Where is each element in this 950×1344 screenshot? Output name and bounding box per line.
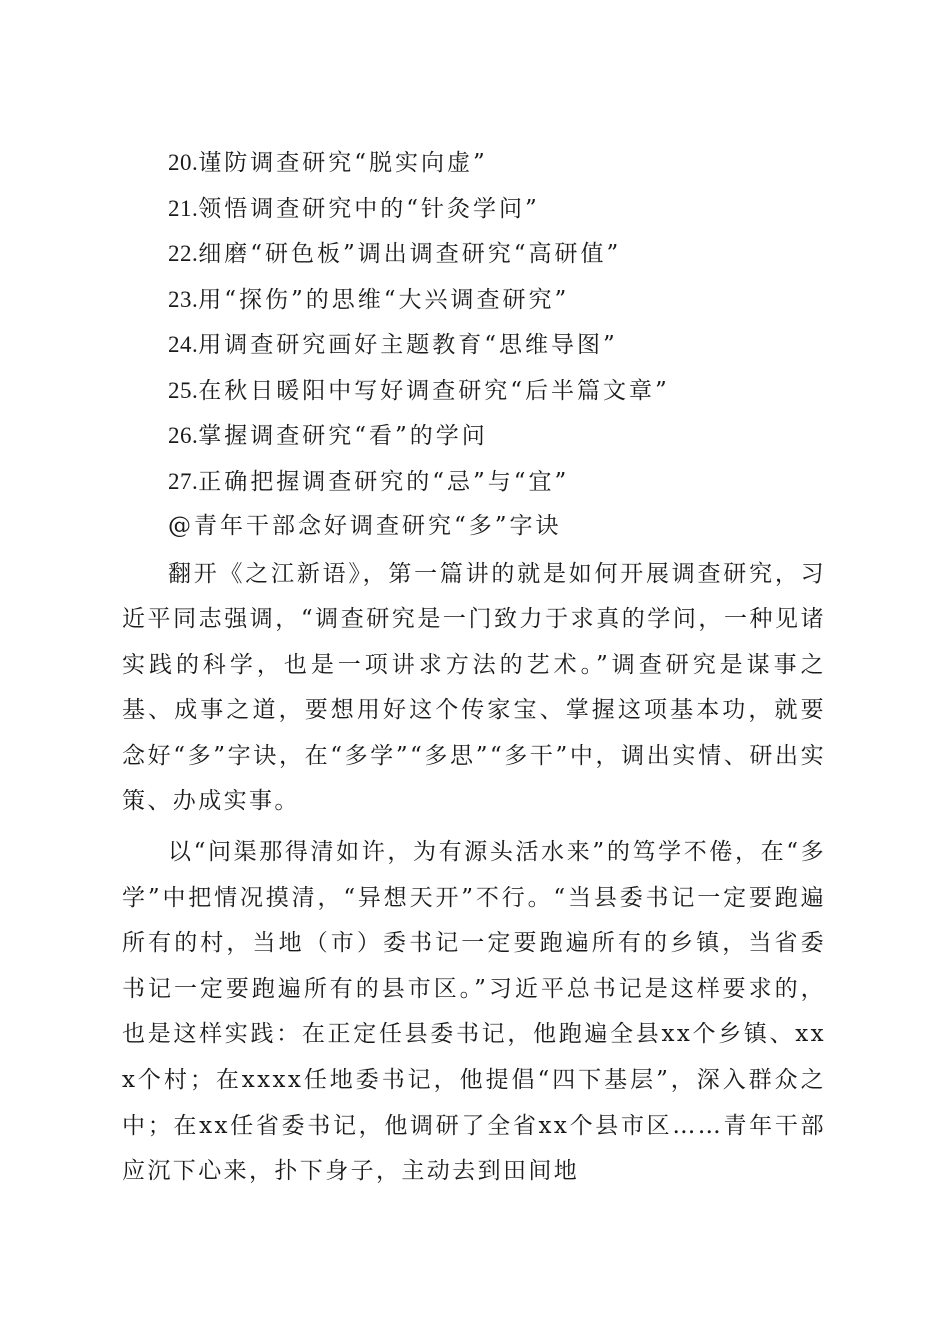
list-item [122,413,826,459]
list-item-number: 25. [168,377,199,403]
list-item [122,186,826,232]
list-item-text: 正确把握调查研究的“忌”与“宜” [198,468,570,495]
document-page [122,140,826,1195]
section-title: @青年干部念好调查研究“多”字诀 [168,513,562,539]
list-item [122,140,826,186]
list-item-text: 在秋日暖阳中写好调查研究“后半篇文章” [198,377,670,404]
article-title-list [122,140,826,504]
list-item [122,368,826,414]
list-item-text: 领悟调查研究中的“针灸学问” [198,195,540,222]
list-item-number: 24. [168,332,199,357]
list-item-text: 谨防调查研究“脱实向虚” [198,150,488,176]
body-paragraph: 以“问渠那得清如许，为有源头活水来”的笃学不倦，在“多学”中把情况摸清，“异想天开”不行。“当县委书记一定要跑遍所有的村，当地（市）委书记一定要跑遍所有的乡镇，当省委书记一定要跑遍所有的县市区。”习近平总书记是这样要求的，也是这样实践：在正定任县委书记，他跑遍全县xx个乡镇、xxx个村；在xxxx任地委书记，他提倡“四下基层”，深入群众之中；在xx任省委书记，他调研了全省xx个县市区……青年干部应沉下心来，扑下身子，主动去到田间地 [122,839,826,1185]
list-item-number: 20. [168,150,199,175]
list-item [122,277,826,323]
list-item-number: 27. [168,468,199,494]
list-item-number: 26. [168,423,199,448]
body-paragraph: 翻开《之江新语》，第一篇讲的就是如何开展调查研究，习近平同志强调，“调查研究是一门致力于求真的学问，一种见诸实践的科学，也是一项讲求方法的艺术。”调查研究是谋事之基、成事之道，要想用好这个传家宝、掌握这项基本功，就要念好“多”字诀，在“多学”“多思”“多干”中，调出实情、研出实策、办成实事。 [122,560,826,815]
list-item [122,459,826,505]
list-item-number: 21. [168,195,199,221]
list-item [122,231,826,277]
list-item-number: 23. [168,286,199,312]
list-item [122,322,826,368]
list-item-text: 用调查研究画好主题教育“思维导图” [198,332,618,358]
list-item-text: 用“探伤”的思维“大兴调查研究” [198,286,570,313]
list-item-text: 掌握调查研究“看”的学问 [198,423,488,449]
list-item-text: 细磨“研色板”调出调查研究“高研值” [198,241,622,267]
list-item-number: 22. [168,241,199,266]
